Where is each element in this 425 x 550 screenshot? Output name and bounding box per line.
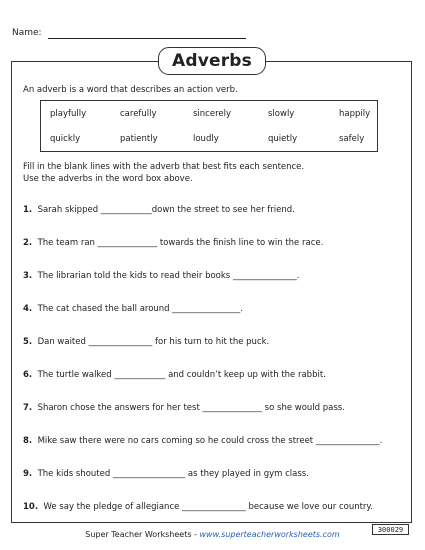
question-5: [23, 337, 269, 347]
question-4: [23, 304, 243, 314]
question-text: The librarian told the kids to read their books _______________.: [37, 271, 300, 281]
question-1: [23, 205, 295, 215]
word-box-word: patiently: [120, 134, 158, 144]
question-number: 2.: [23, 238, 33, 248]
word-box: [40, 100, 378, 152]
question-3: [23, 271, 299, 281]
question-number: 10.: [23, 502, 39, 512]
question-number: 4.: [23, 304, 33, 314]
question-2: [23, 238, 323, 248]
question-text: Dan waited _______________ for his turn to hit the puck.: [37, 337, 270, 347]
question-number: 5.: [23, 337, 33, 347]
word-box-word: sincerely: [193, 109, 232, 119]
question-7: [23, 403, 345, 413]
word-box-word: happily: [339, 109, 371, 119]
footer-brand: Super Teacher Worksheets: [85, 530, 192, 539]
question-number: 7.: [23, 403, 33, 413]
question-number: 8.: [23, 436, 33, 446]
word-box-row: [41, 134, 377, 148]
question-text: Sharon chose the answers for her test ______________ so she would pass.: [37, 403, 345, 413]
name-line: [48, 38, 246, 39]
word-box-word: safely: [339, 134, 365, 144]
footer: [0, 530, 425, 539]
question-text: The turtle walked ____________ and couldn’t keep up with the rabbit.: [37, 370, 326, 380]
word-box-row: [41, 109, 377, 123]
name-label: Name:: [12, 28, 42, 38]
word-box-word: loudly: [193, 134, 219, 144]
word-box-word: playfully: [50, 109, 87, 119]
question-number: 1.: [23, 205, 33, 215]
instructions: [23, 161, 304, 185]
question-8: [23, 436, 382, 446]
instructions-line: Fill in the blank lines with the adverb that best fits each sentence.: [23, 162, 305, 172]
footer-site-link[interactable]: www.superteacherworksheets.com: [199, 530, 340, 539]
word-box-word: slowly: [268, 109, 295, 119]
question-number: 9.: [23, 469, 33, 479]
question-text: Mike saw there were no cars coming so he could cross the street _______________.: [37, 436, 383, 446]
word-box-word: quickly: [50, 134, 81, 144]
question-text: We say the pledge of allegiance _______________ because we love our country.: [43, 502, 373, 512]
question-10: [23, 502, 373, 512]
question-text: The team ran ______________ towards the finish line to win the race.: [37, 238, 324, 248]
question-text: Sarah skipped ____________down the street to see her friend.: [37, 205, 295, 215]
intro-text: An adverb is a word that describes an action verb.: [23, 85, 238, 95]
word-box-word: quietly: [268, 134, 298, 144]
instructions-line: Use the adverbs in the word box above.: [23, 174, 193, 184]
worksheet-code: 300029: [372, 524, 409, 535]
question-9: [23, 469, 309, 479]
question-number: 3.: [23, 271, 33, 281]
worksheet-title: Adverbs: [158, 47, 266, 75]
question-number: 6.: [23, 370, 33, 380]
word-box-word: carefully: [120, 109, 157, 119]
question-text: The cat chased the ball around ________________.: [37, 304, 243, 314]
question-text: The kids shouted _________________ as they played in gym class.: [37, 469, 309, 479]
question-6: [23, 370, 326, 380]
footer-separator: -: [191, 530, 200, 539]
